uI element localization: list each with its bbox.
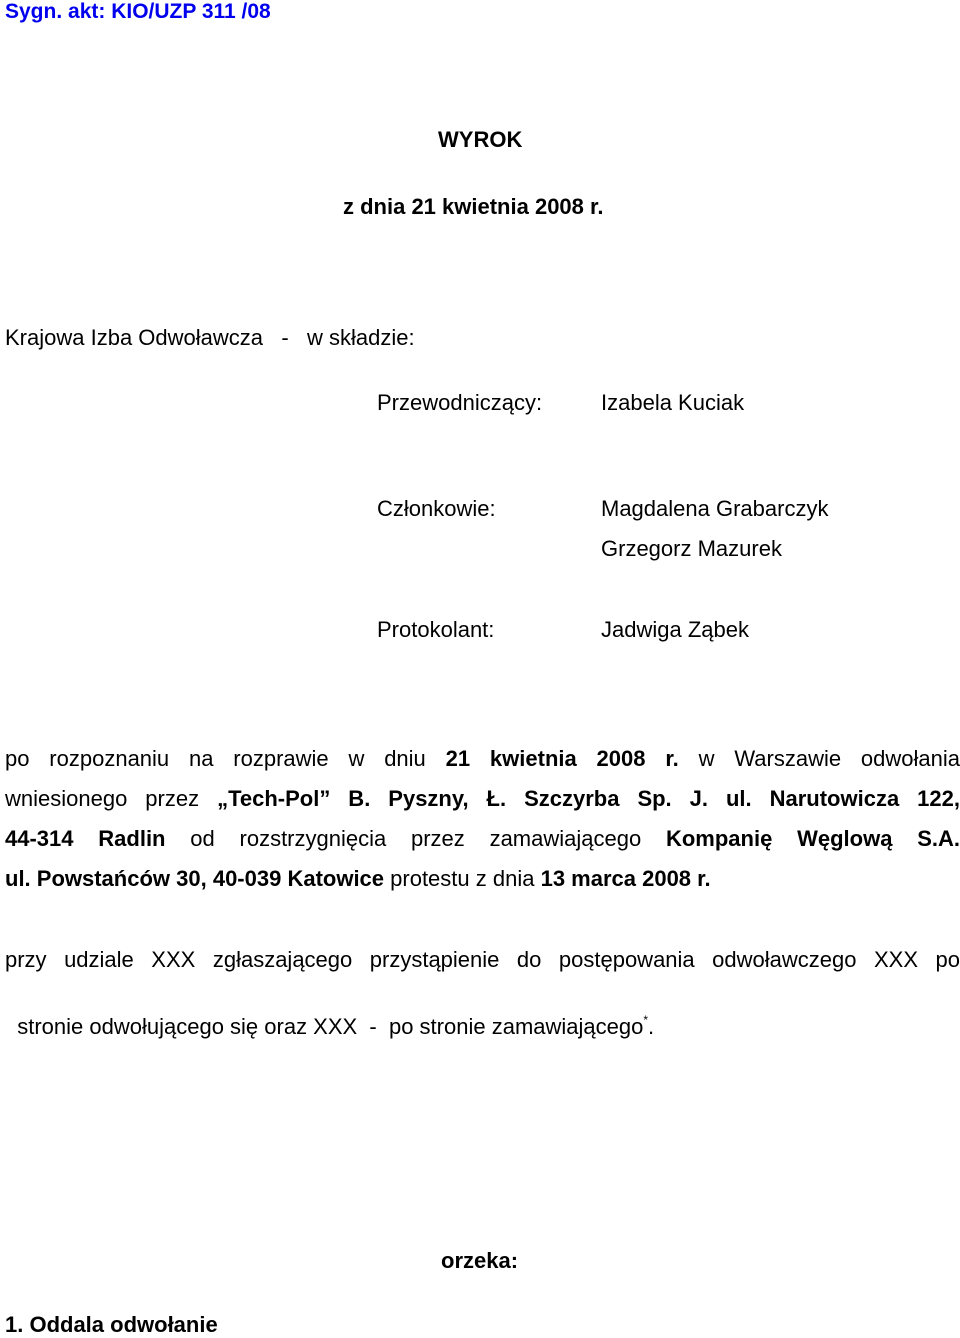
protest-text: protestu z dnia <box>384 866 541 891</box>
member-name-2: Grzegorz Mazurek <box>601 536 782 561</box>
document-title: WYROK <box>438 127 523 152</box>
paragraph-1-line-3 <box>5 826 960 852</box>
members-label: Członkowie: <box>377 496 496 521</box>
footnote-mark: * <box>643 1013 649 1027</box>
clerk-label: Protokolant: <box>377 617 495 642</box>
judgment-date: z dnia 21 kwietnia 2008 r. <box>343 194 604 219</box>
member-name-1: Magdalena Grabarczyk <box>601 496 829 521</box>
appellant-name: „Tech-Pol” B. Pyszny, Ł. Szczyrba Sp. J. ul. Narutowicza 122, <box>217 786 960 811</box>
hearing-text: po rozpoznaniu na rozprawie w dniu <box>5 746 446 771</box>
authority-address: ul. Powstańców 30, 40-039 Katowice <box>5 866 385 891</box>
paragraph-1-line-2 <box>5 786 960 812</box>
clerk-name: Jadwiga Ząbek <box>601 617 749 642</box>
chair-name: Izabela Kuciak <box>601 390 745 415</box>
participation-text: przy udziale XXX zgłaszającego przystąpienie do postępowania odwoławczego XXX po <box>5 947 960 972</box>
participation-text-end: stronie odwołującego się oraz XXX - po stronie zamawiającego <box>17 1014 644 1039</box>
hearing-place: w Warszawie odwołania <box>678 746 960 771</box>
appellant-city: 44-314 Radlin <box>5 826 166 851</box>
chair-label: Przewodniczący: <box>377 390 543 415</box>
verdict-item-1: 1. Oddala odwołanie <box>5 1312 218 1337</box>
filed-by-text: wniesionego przez <box>5 786 218 811</box>
hearing-date: 21 kwietnia 2008 r. <box>445 746 679 771</box>
case-signature: Sygn. akt: KIO/UZP 311 /08 <box>5 0 271 23</box>
paragraph-1-line-4 <box>5 866 711 892</box>
contracting-authority: Kompanię Węglową S.A. <box>665 826 960 851</box>
paragraph-1-line-1 <box>5 746 960 772</box>
protest-date: 13 marca 2008 r. <box>540 866 711 891</box>
verdict-heading: orzeka: <box>441 1248 519 1273</box>
panel-intro: Krajowa Izba Odwoławcza - w składzie: <box>5 325 415 350</box>
contracting-text: od rozstrzygnięcia przez zamawiającego <box>165 826 666 851</box>
paragraph-2-line-2 <box>5 987 654 1040</box>
paragraph-2-line-1 <box>5 947 960 973</box>
sentence-end: . <box>648 1014 655 1039</box>
